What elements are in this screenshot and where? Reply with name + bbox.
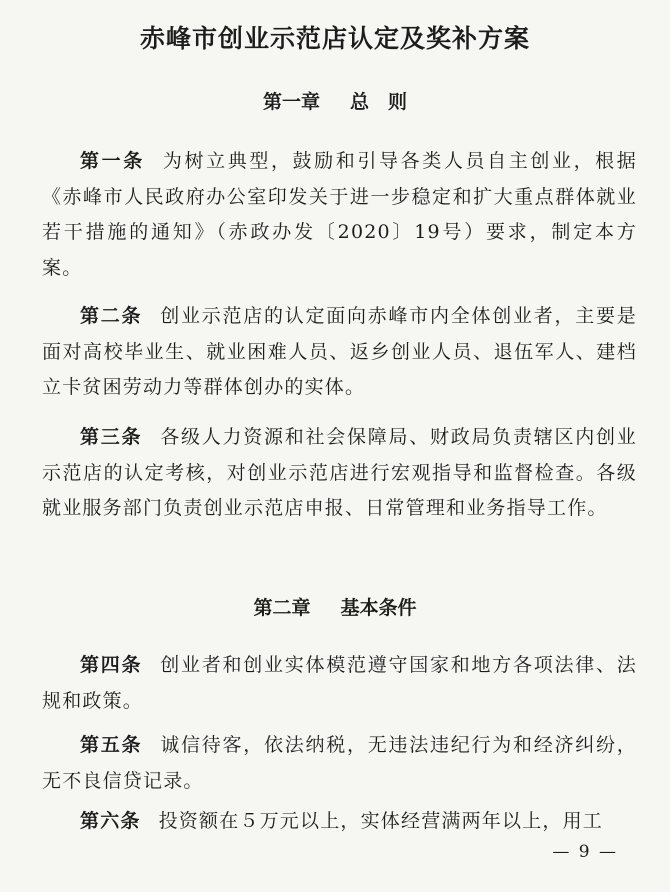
chapter-name: 基本条件	[340, 597, 417, 619]
article-text: 创业示范店的认定面向赤峰市内全体创业者，主要是面对高校毕业生、就业困难人员、返乡创业人员、退伍军人、建档立卡贫困劳动力等群体创办的实体。	[42, 305, 637, 398]
page-number: — 9 —	[552, 842, 618, 862]
chapter-heading-2	[0, 594, 670, 622]
chapter-label: 第一章	[262, 91, 320, 113]
article-6	[42, 804, 637, 840]
document-title: 赤峰市创业示范店认定及奖补方案	[139, 24, 530, 53]
article-text: 诚信待客，依法纳税，无违法违纪行为和经济纠纷，无不良信贷记录。	[42, 734, 637, 792]
chapter-label: 第二章	[253, 597, 311, 619]
article-label: 第二条	[80, 305, 143, 327]
article-4	[42, 648, 637, 719]
article-2	[42, 299, 637, 406]
article-text: 投资额在５万元以上，实体经营满两年以上，用工	[158, 810, 604, 832]
article-label: 第五条	[80, 734, 143, 756]
article-5	[42, 728, 637, 799]
article-3	[42, 420, 637, 527]
chapter-name: 总 则	[350, 91, 408, 113]
article-label: 第三条	[80, 426, 143, 448]
article-text: 为树立典型，鼓励和引导各类人员自主创业，根据《赤峰市人民政府办公室印发关于进一步稳定和扩大重点群体就业若干措施的通知》（赤政办发〔2020〕19号）要求，制定本方案。	[42, 150, 637, 279]
article-label: 第四条	[80, 654, 143, 676]
article-text: 创业者和创业实体模范遵守国家和地方各项法律、法规和政策。	[42, 654, 637, 712]
article-1	[42, 144, 637, 286]
chapter-heading-1	[0, 88, 670, 116]
article-label: 第六条	[80, 810, 141, 832]
article-text: 各级人力资源和社会保障局、财政局负责辖区内创业示范店的认定考核，对创业示范店进行宏观指导和监督检查。各级就业服务部门负责创业示范店申报、日常管理和业务指导工作。	[42, 426, 637, 519]
article-label: 第一条	[80, 150, 145, 172]
